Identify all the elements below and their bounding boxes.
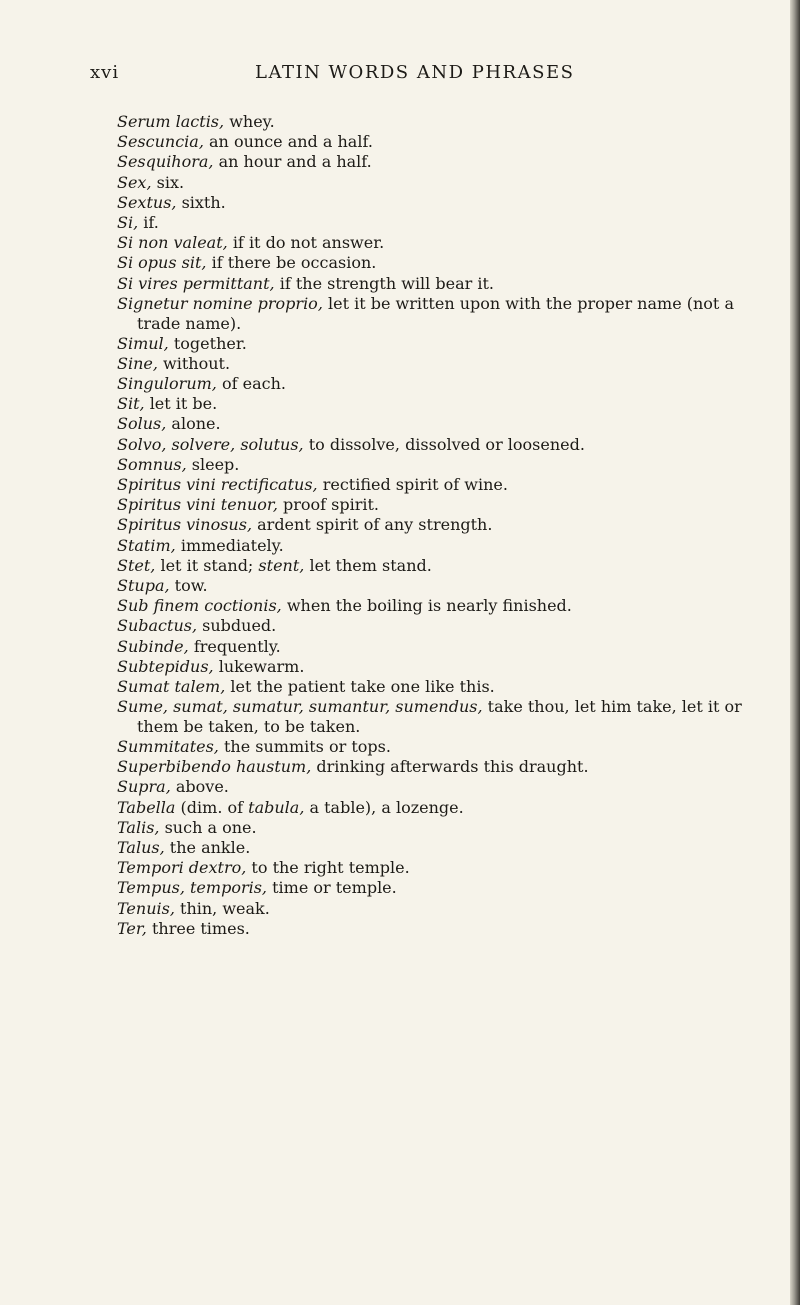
latin-term: Si vires permittant, — [117, 273, 275, 293]
latin-term: Si non valeat, — [117, 233, 228, 253]
glossary-entry — [117, 798, 777, 818]
english-gloss: take thou, let him take, let it or them be taken, to be taken. — [137, 697, 742, 737]
glossary-entry — [117, 616, 777, 636]
latin-term: Sumat talem, — [117, 676, 226, 696]
latin-term: Subinde, — [117, 636, 189, 656]
latin-term: Superbibendo haustum, — [117, 757, 312, 777]
latin-term: stent, — [258, 555, 305, 575]
latin-term: Supra, — [117, 777, 171, 797]
english-gloss: tow. — [174, 575, 208, 595]
glossary-entry — [117, 677, 777, 697]
glossary-entry — [117, 637, 777, 657]
english-gloss: when the boiling is nearly finished. — [286, 596, 572, 616]
glossary-entry — [117, 152, 777, 172]
english-gloss: sixth. — [181, 192, 226, 212]
english-gloss: if there be occasion. — [211, 253, 377, 273]
latin-term: Tempori dextro, — [117, 858, 247, 878]
latin-term: Sume, sumat, sumatur, sumantur, sumendus, — [117, 697, 483, 717]
english-gloss: thin, weak. — [180, 898, 270, 918]
english-gloss: let the patient take one like this. — [230, 676, 495, 696]
latin-term: Sine, — [117, 353, 158, 373]
glossary-entry — [117, 112, 777, 132]
english-gloss: frequently. — [193, 636, 281, 656]
glossary-entry — [117, 253, 777, 273]
english-gloss: the ankle. — [169, 838, 251, 857]
latin-term: Si, — [117, 212, 139, 232]
english-gloss: a table), a lozenge. — [309, 797, 464, 817]
latin-term: Spiritus vinosus, — [117, 515, 253, 535]
english-gloss: whey. — [229, 112, 275, 131]
glossary-entry — [117, 919, 777, 939]
glossary-entry — [117, 515, 777, 535]
glossary-entry — [117, 394, 777, 414]
glossary-entry — [117, 576, 777, 596]
latin-term: Singulorum, — [117, 374, 217, 394]
english-gloss: without. — [163, 353, 231, 373]
page-header — [0, 62, 790, 90]
latin-term: Si opus sit, — [117, 253, 207, 273]
latin-term: Serum lactis, — [117, 112, 225, 131]
latin-term: Talis, — [117, 817, 160, 837]
latin-term: Summitates, — [117, 737, 219, 757]
glossary-entries — [117, 112, 777, 939]
latin-term: Simul, — [117, 333, 169, 353]
latin-term: Somnus, — [117, 454, 187, 474]
latin-term: Sit, — [117, 394, 145, 414]
glossary-entry — [117, 556, 777, 576]
glossary-entry — [117, 132, 777, 152]
english-gloss: let it stand; — [160, 555, 254, 575]
glossary-entry — [117, 414, 777, 434]
latin-term: Solvo, solvere, solutus, — [117, 434, 304, 454]
glossary-entry — [117, 475, 777, 495]
english-gloss: an ounce and a half. — [209, 132, 373, 152]
glossary-entry — [117, 435, 777, 455]
latin-term: Ter, — [117, 918, 147, 938]
english-gloss: such a one. — [164, 817, 257, 837]
glossary-entry — [117, 777, 777, 797]
english-gloss: let it be written upon with the proper name (not a trade name). — [137, 293, 734, 333]
latin-term: Tempus, temporis, — [117, 878, 268, 898]
glossary-entry — [117, 838, 777, 858]
english-gloss: rectified spirit of wine. — [322, 475, 508, 494]
glossary-entry — [117, 274, 777, 294]
glossary-entry — [117, 657, 777, 677]
latin-term: Sextus, — [117, 192, 177, 212]
english-gloss: drinking afterwards this draught. — [316, 757, 589, 777]
english-gloss: proof spirit. — [283, 495, 380, 515]
latin-term: Stupa, — [117, 575, 170, 595]
glossary-entry — [117, 818, 777, 838]
latin-term: Signetur nomine proprio, — [117, 293, 323, 313]
glossary-entry — [117, 878, 777, 898]
english-gloss: above. — [175, 777, 229, 797]
english-gloss: immediately. — [180, 535, 284, 555]
latin-term: Subtepidus, — [117, 656, 214, 676]
glossary-entry — [117, 697, 777, 737]
english-gloss: time or temple. — [272, 878, 397, 898]
english-gloss: let it be. — [149, 394, 218, 414]
english-gloss: (dim. of — [180, 797, 244, 817]
latin-term: tabula, — [248, 797, 305, 817]
english-gloss: lukewarm. — [218, 656, 305, 676]
latin-term: Statim, — [117, 535, 176, 555]
glossary-entry — [117, 757, 777, 777]
latin-term: Stet, — [117, 555, 156, 575]
english-gloss: to the right temple. — [251, 858, 410, 878]
latin-term: Sub finem coctionis, — [117, 596, 282, 616]
running-title: LATIN WORDS AND PHRASES — [255, 62, 575, 83]
glossary-entry — [117, 536, 777, 556]
glossary-entry — [117, 455, 777, 475]
english-gloss: ardent spirit of any strength. — [257, 515, 493, 535]
glossary-entry — [117, 899, 777, 919]
latin-term: Subactus, — [117, 616, 198, 636]
glossary-entry — [117, 334, 777, 354]
page-edge-shadow — [790, 0, 800, 1305]
glossary-entry — [117, 596, 777, 616]
english-gloss: together. — [173, 333, 247, 353]
latin-term: Tenuis, — [117, 898, 175, 918]
english-gloss: to dissolve, dissolved or loosened. — [308, 434, 585, 454]
english-gloss: subdued. — [202, 616, 277, 636]
english-gloss: alone. — [171, 414, 221, 434]
glossary-entry — [117, 737, 777, 757]
english-gloss: if the strength will bear it. — [279, 273, 494, 293]
english-gloss: let them stand. — [309, 555, 432, 575]
english-gloss: of each. — [221, 374, 286, 394]
glossary-entry — [117, 374, 777, 394]
glossary-entry — [117, 294, 777, 334]
glossary-entry — [117, 858, 777, 878]
latin-term: Solus, — [117, 414, 167, 434]
glossary-entry — [117, 173, 777, 193]
english-gloss: three times. — [151, 918, 250, 938]
glossary-entry — [117, 354, 777, 374]
latin-term: Sesquihora, — [117, 152, 214, 172]
glossary-entry — [117, 213, 777, 233]
english-gloss: if it do not answer. — [232, 233, 385, 253]
latin-term: Tabella — [117, 797, 176, 817]
glossary-entry — [117, 233, 777, 253]
english-gloss: the summits or tops. — [223, 737, 391, 757]
latin-term: Spiritus vini tenuor, — [117, 495, 278, 515]
page-number: xvi — [90, 62, 120, 83]
latin-term: Spiritus vini rectificatus, — [117, 475, 318, 494]
latin-term: Talus, — [117, 838, 165, 857]
english-gloss: six. — [156, 172, 185, 192]
english-gloss: an hour and a half. — [218, 152, 372, 172]
english-gloss: sleep. — [191, 454, 240, 474]
latin-term: Sescuncia, — [117, 132, 204, 152]
glossary-entry — [117, 193, 777, 213]
english-gloss: if. — [143, 212, 159, 232]
latin-term: Sex, — [117, 172, 152, 192]
glossary-entry — [117, 495, 777, 515]
